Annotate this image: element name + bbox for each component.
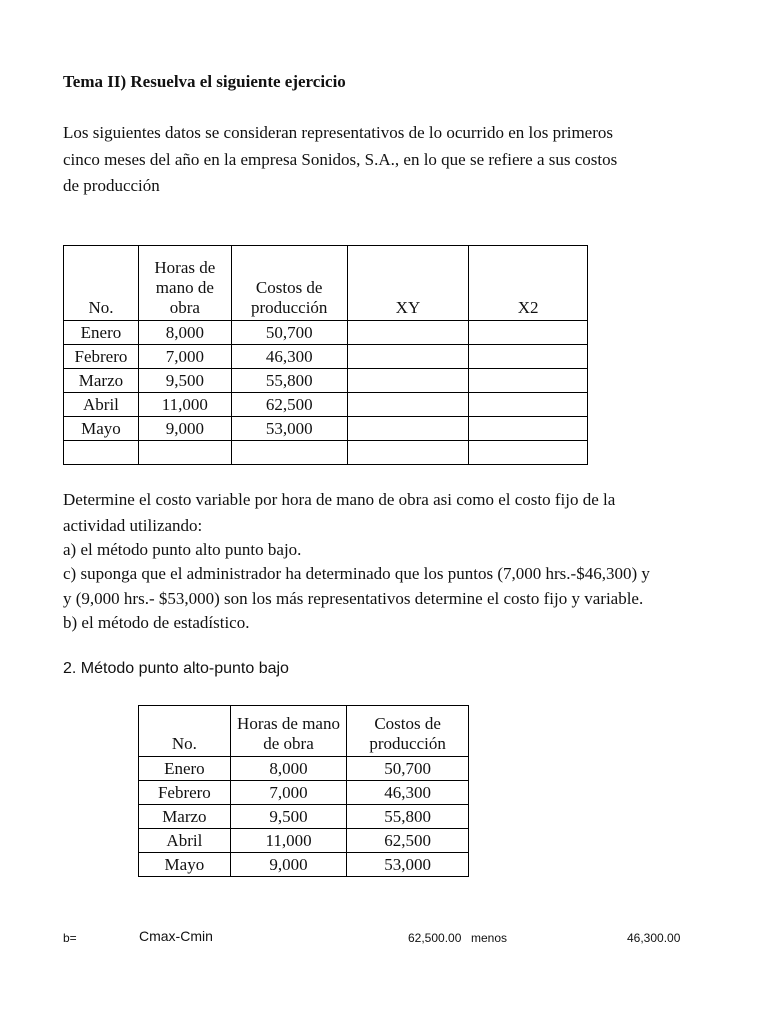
cell-month: Marzo xyxy=(139,805,231,829)
table-row xyxy=(139,805,469,829)
section-title: 2. Método punto alto-punto bajo xyxy=(63,660,289,677)
instruction-line: y (9,000 hrs.- $53,000) son los más representativos determine el costo fijo y variable. xyxy=(63,589,644,608)
cell-hours: 9,500 xyxy=(230,805,347,829)
cell-cost: 62,500 xyxy=(231,393,347,417)
header-costs: Costos de producción xyxy=(231,246,347,321)
intro-line: Los siguientes datos se consideran representativos de lo ocurrido en los primeros xyxy=(63,123,614,142)
header-x2: X2 xyxy=(469,246,588,321)
page-title: Tema II) Resuelva el siguiente ejercicio xyxy=(63,72,346,91)
table-row xyxy=(139,853,469,877)
cell-cost: 50,700 xyxy=(347,757,469,781)
cell-month: Mayo xyxy=(64,417,139,441)
cell-cost: 55,800 xyxy=(231,369,347,393)
data-table-1 xyxy=(63,245,588,465)
table-row xyxy=(64,369,588,393)
cell-x2 xyxy=(469,393,588,417)
cell-x2 xyxy=(469,345,588,369)
table-row xyxy=(64,393,588,417)
table-header-row xyxy=(139,706,469,757)
cell-xy xyxy=(347,345,469,369)
header-hours: Horas de mano de obra xyxy=(230,706,347,757)
instruction-line: actividad utilizando: xyxy=(63,516,203,535)
header-costs: Costos de producción xyxy=(347,706,469,757)
table-header-row xyxy=(64,246,588,321)
formula-value-min: 46,300.00 xyxy=(627,931,681,945)
header-no: No. xyxy=(64,246,139,321)
cell-cost: 53,000 xyxy=(347,853,469,877)
cell-hours: 8,000 xyxy=(230,757,347,781)
header-no: No. xyxy=(139,706,231,757)
cell-month: Febrero xyxy=(64,345,139,369)
intro-line: cinco meses del año en la empresa Sonidos, S.A., en lo que se refiere a sus costos xyxy=(63,150,618,169)
cell-xy xyxy=(347,321,469,345)
formula-value-max: 62,500.00 xyxy=(408,931,462,945)
cell-month: Enero xyxy=(139,757,231,781)
cell-hours: 11,000 xyxy=(138,393,231,417)
cell-hours: 7,000 xyxy=(230,781,347,805)
table-row xyxy=(64,321,588,345)
formula-expression: Cmax-Cmin xyxy=(139,928,213,944)
cell-cost: 46,300 xyxy=(231,345,347,369)
cell-hours: 9,000 xyxy=(230,853,347,877)
cell-xy xyxy=(347,417,469,441)
cell-x2 xyxy=(469,417,588,441)
instruction-line: Determine el costo variable por hora de mano de obra asi como el costo fijo de la xyxy=(63,490,616,509)
cell-cost: 55,800 xyxy=(347,805,469,829)
instruction-line: c) suponga que el administrador ha determinado que los puntos (7,000 hrs.-$46,300) y xyxy=(63,564,650,583)
data-table-2 xyxy=(138,705,469,877)
cell-month: Marzo xyxy=(64,369,139,393)
cell-month: Mayo xyxy=(139,853,231,877)
cell-hours xyxy=(138,441,231,465)
table-row xyxy=(64,345,588,369)
formula-operator: menos xyxy=(471,931,508,945)
cell-x2 xyxy=(469,369,588,393)
cell-month: Abril xyxy=(64,393,139,417)
cell-cost: 62,500 xyxy=(347,829,469,853)
cell-cost: 46,300 xyxy=(347,781,469,805)
cell-hours: 7,000 xyxy=(138,345,231,369)
header-xy: XY xyxy=(347,246,469,321)
instruction-line: a) el método punto alto punto bajo. xyxy=(63,540,302,559)
cell-month: Abril xyxy=(139,829,231,853)
table-row xyxy=(139,757,469,781)
table-row xyxy=(139,781,469,805)
cell-cost xyxy=(231,441,347,465)
cell-hours: 8,000 xyxy=(138,321,231,345)
cell-hours: 9,000 xyxy=(138,417,231,441)
cell-month xyxy=(64,441,139,465)
cell-x2 xyxy=(469,321,588,345)
cell-hours: 9,500 xyxy=(138,369,231,393)
table-row xyxy=(64,417,588,441)
instruction-line: b) el método de estadístico. xyxy=(63,613,250,632)
cell-xy xyxy=(347,393,469,417)
cell-xy xyxy=(347,369,469,393)
table-row xyxy=(64,441,588,465)
intro-line: de producción xyxy=(63,176,160,195)
cell-cost: 50,700 xyxy=(231,321,347,345)
table-row xyxy=(139,829,469,853)
formula-label: b= xyxy=(63,931,77,945)
header-hours: Horas de mano de obra xyxy=(138,246,231,321)
cell-x2 xyxy=(469,441,588,465)
cell-cost: 53,000 xyxy=(231,417,347,441)
cell-xy xyxy=(347,441,469,465)
cell-month: Febrero xyxy=(139,781,231,805)
cell-month: Enero xyxy=(64,321,139,345)
cell-hours: 11,000 xyxy=(230,829,347,853)
